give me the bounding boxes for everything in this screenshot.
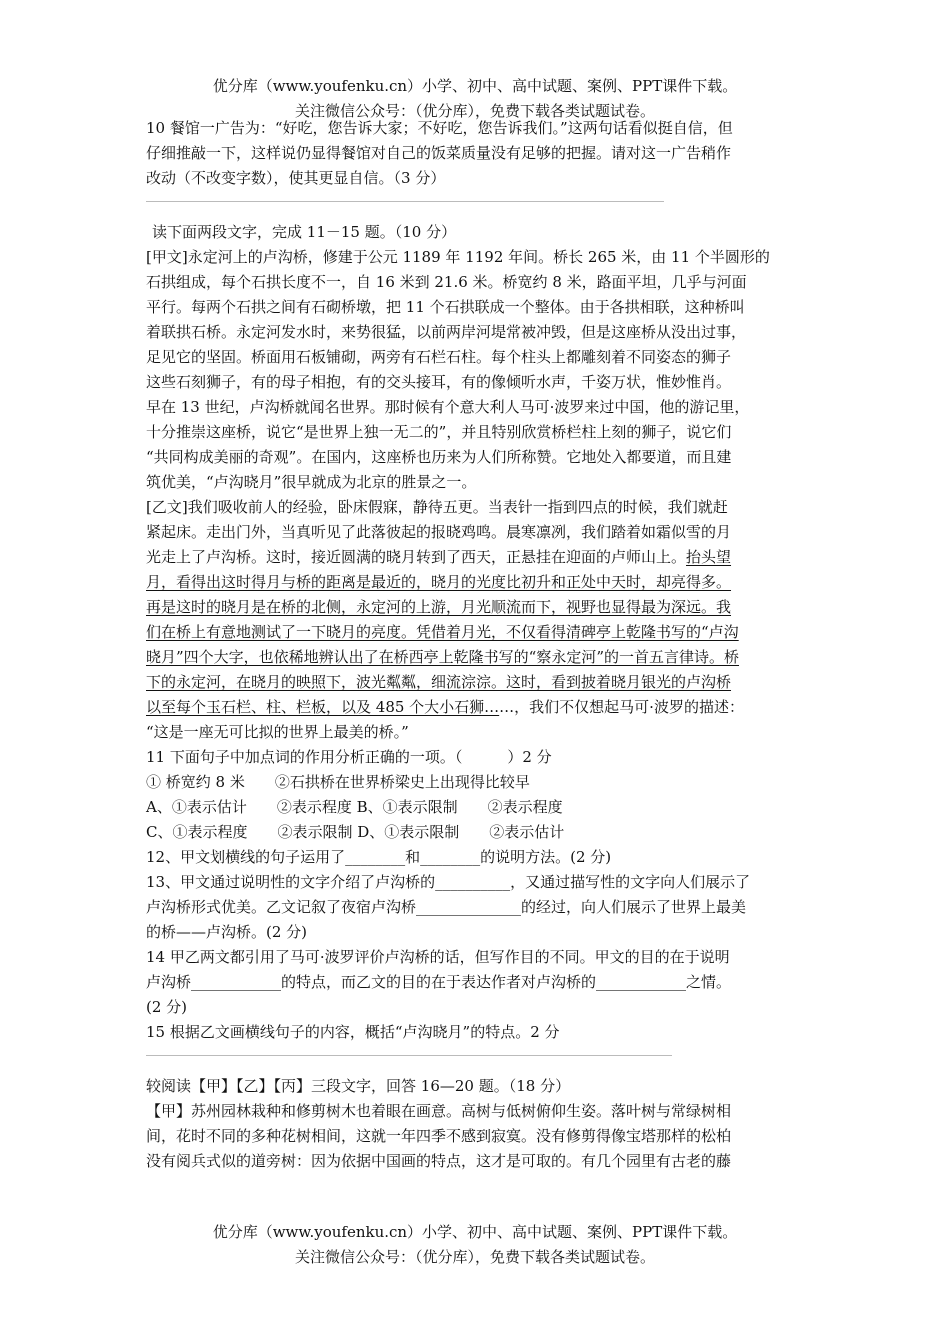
q10-line: 10 餐馆一广告为：“好吃，您告诉大家；不好吃，您告诉我们。”这两句话看似挺自信，但: [146, 119, 733, 137]
header-line-1: 优分库（www.youfenku.cn）小学、初中、高中试题、案例、PPT课件下载。: [212, 77, 738, 95]
question-line: C、①表示程度 ②表示限制 D、①表示限制 ②表示估计: [146, 823, 565, 841]
q10-line: 仔细推敲一下，这样说仍显得餐馆对自己的饭菜质量没有足够的把握。请对这一广告稍作: [146, 144, 732, 162]
passage-jia-line: 这些石刻狮子，有的母子相抱，有的交头接耳，有的像倾听水声，千姿万状，惟妙惟肖。: [146, 373, 732, 391]
document-body: [146, 116, 818, 1174]
passage-jia-line: 筑优美，“卢沟晓月”很早就成为北京的胜景之一。: [146, 473, 477, 491]
passage-jia-line: “共同构成美丽的奇观”。在国内，这座桥也历来为人们所称赞。它地处入都要道，而且建: [146, 448, 732, 466]
page-footer: [0, 1220, 950, 1270]
question-line: 15 根据乙文画横线句子的内容，概括“卢沟晓月”的特点。2 分: [146, 1023, 560, 1041]
question-line: (2 分): [146, 998, 188, 1016]
section2-line: 较阅读【甲】【乙】【丙】三段文字，回答 16—20 题。（18 分）: [146, 1077, 571, 1095]
underlined-line: 们在桥上有意地测试了一下晓月的亮度。凭借着月光，不仅看得清碑亭上乾隆书写的“卢沟: [146, 623, 739, 641]
footer-line-2: 关注微信公众号：（优分库），免费下载各类试题试卷。: [294, 1248, 655, 1266]
question-line: 14 甲乙两文都引用了马可·波罗评价卢沟桥的话，但写作目的不同。甲文的目的在于说明: [146, 948, 730, 966]
passage-jia-line: 石拱组成，每个石拱长度不一，自 16 米到 21.6 米。桥宽约 8 米，路面平坦，几乎与河面: [146, 273, 747, 291]
question-line: 的桥——卢沟桥。(2 分): [146, 923, 308, 941]
section2-line: 没有阅兵式似的道旁树：因为依据中国画的特点，这才是可取的。有几个园里有古老的藤: [146, 1152, 732, 1170]
passage-yi-line: 紧起床。走出门外，当真听见了此落彼起的报晓鸡鸣。晨寒凛冽，我们踏着如霜似雪的月: [146, 523, 732, 541]
answer-line: [146, 1055, 672, 1056]
passage-jia-line: 十分推崇这座桥，说它“是世界上独一无二的”，并且特别欣赏桥栏柱上刻的狮子，说它们: [146, 423, 732, 441]
footer-line-1: 优分库（www.youfenku.cn）小学、初中、高中试题、案例、PPT课件下载。: [212, 1223, 738, 1241]
passage-yi-line: [146, 545, 818, 570]
passage-jia-line: 足见它的坚固。桥面用石板铺砌，两旁有石栏石柱。每个柱头上都雕刻着不同姿态的狮子: [146, 348, 732, 366]
question-line: 12、甲文划横线的句子运用了________和________的说明方法。(2 分): [146, 848, 612, 866]
question-line: A、①表示估计 ②表示程度 B、①表示限制 ②表示程度: [146, 798, 563, 816]
underlined-line: 下的永定河，在晓月的映照下，波光粼粼，细流淙淙。这时，看到披着晓月银光的卢沟桥: [146, 673, 732, 691]
passage-yi-line: [146, 695, 818, 720]
underlined-line: 月，看得出这时得月与桥的距离是最近的，晓月的光度比初升和正处中天时，却亮得多。: [146, 573, 732, 591]
passage-jia-line: 着联拱石桥。永定河发水时，来势很猛，以前两岸河堤常被冲毁，但是这座桥从没出过事，: [146, 323, 747, 341]
question-line: 13、甲文通过说明性的文字介绍了卢沟桥的__________，又通过描写性的文字向人们展示了: [146, 873, 751, 891]
question-line: 11 下面句子中加点词的作用分析正确的一项。（ ）2 分: [146, 748, 552, 766]
section-intro: 读下面两段文字，完成 11－15 题。（10 分）: [152, 223, 457, 241]
passage-yi-line: [乙文]我们吸收前人的经验，卧床假寐，静待五更。当表针一指到四点的时候，我们就赶: [146, 498, 728, 516]
plain-text: …，我们不仅想起马可·波罗的描述：: [499, 698, 744, 716]
header-line-2: 关注微信公众号：（优分库），免费下载各类试题试卷。: [294, 102, 655, 120]
question-line: ① 桥宽约 8 米 ②石拱桥在世界桥梁史上出现得比较早: [146, 773, 530, 791]
passage-jia-line: 早在 13 世纪，卢沟桥就闻名世界。那时候有个意大利人马可·波罗来过中国，他的游记里，: [146, 398, 750, 416]
section2-line: 【甲】苏州园林栽种和修剪树木也着眼在画意。高树与低树俯仰生姿。落叶树与常绿树相: [146, 1102, 732, 1120]
q10-line: 改动（不改变字数），使其更显自信。（3 分）: [146, 169, 446, 187]
underlined-line: 晓月”四个大字，也依稀地辨认出了在桥西亭上乾隆书写的“察永定河”的一首五言律诗。桥: [146, 648, 740, 666]
underlined-text: 以至每个玉石栏、柱、栏板，以及 485 个大小石狮…: [146, 698, 500, 716]
question-line: 卢沟桥____________的特点，而乙文的目的在于表达作者对卢沟桥的____________之情。: [146, 973, 732, 991]
passage-jia-line: [甲文]永定河上的卢沟桥，修建于公元 1189 年 1192 年间。桥长 265 米，由 11 个半圆形的: [146, 248, 770, 266]
underlined-line: 再是这时的晓月是在桥的北侧，永定河的上游，月光顺流而下，视野也显得最为深远。我: [146, 598, 732, 616]
answer-line: [146, 201, 664, 202]
passage-jia-line: 平行。每两个石拱之间有石砌桥墩，把 11 个石拱联成一个整体。由于各拱相联，这种桥叫: [146, 298, 745, 316]
question-line: 卢沟桥形式优美。乙文记叙了夜宿卢沟桥______________的经过，向人们展示了世界上最美: [146, 898, 747, 916]
section2-line: 间，花时不同的多种花树相间，这就一年四季不感到寂寞。没有修剪得像宝塔那样的松柏: [146, 1127, 732, 1145]
passage-yi-line: “这是一座无可比拟的世界上最美的桥。”: [146, 723, 409, 741]
underlined-text: 抬头望: [686, 548, 732, 566]
plain-text: 光走上了卢沟桥。这时，接近圆满的晓月转到了西天，正悬挂在迎面的卢师山上。: [146, 548, 687, 566]
